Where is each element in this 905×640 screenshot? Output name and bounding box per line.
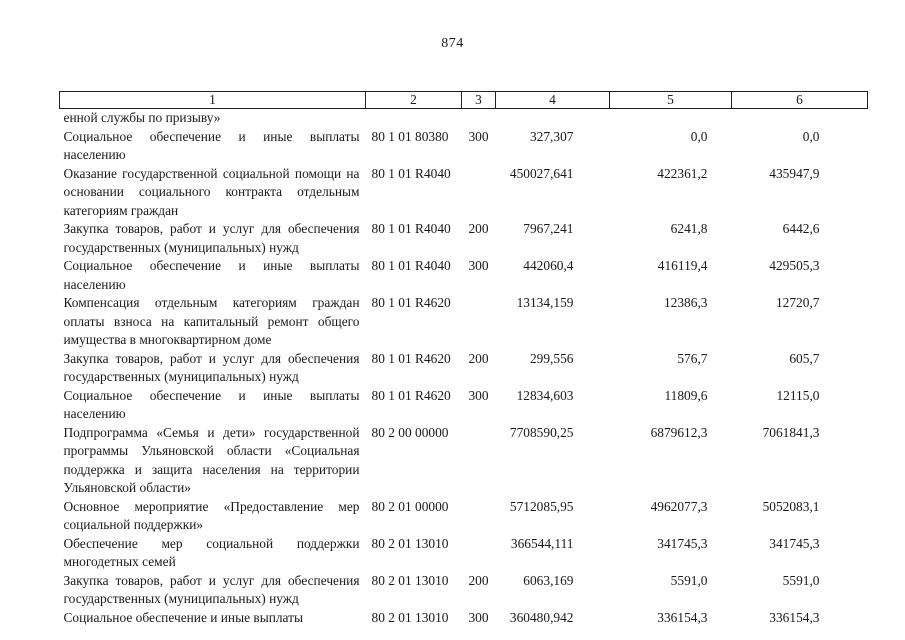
row-code: 80 1 01 R4040	[371, 165, 451, 181]
row-value-col4: 366544,111	[510, 535, 574, 551]
row-name: Социальное обеспечение и иные выплаты населению	[63, 128, 360, 162]
row-value-col4: 7967,241	[523, 221, 574, 236]
row-value-col6: 5591,0	[782, 572, 820, 588]
row-name: Обеспечение мер социальной поддержки многодетных семей	[63, 535, 360, 569]
budget-table	[59, 91, 868, 627]
table-row	[60, 257, 868, 294]
row-name: Социальное обеспечение и иные выплаты	[63, 609, 304, 625]
row-code: 80 2 01 00000	[371, 498, 449, 514]
column-header-5: 5	[610, 92, 732, 109]
table-row	[60, 109, 868, 128]
row-expense-type	[462, 165, 496, 221]
column-header-6: 6	[732, 92, 868, 109]
row-value-col6: 12115,0	[776, 387, 820, 403]
row-value-col4: 299,556	[529, 350, 574, 366]
row-value-col5: 416119,4	[657, 258, 708, 273]
table-body	[60, 109, 868, 628]
row-value-col5: 336154,3	[657, 609, 708, 625]
row-value-col5: 11809,6	[664, 387, 708, 403]
row-expense-type: 200	[468, 572, 489, 588]
row-value-col5: 0,0	[690, 128, 708, 144]
row-expense-type: 300	[468, 387, 489, 403]
row-name: Подпрограмма «Семья и дети» государственной программы Ульяновской области «Социальная поддержка и защита населения на территории Ульяновской области»	[63, 424, 360, 495]
row-code: 80 2 00 00000	[371, 424, 449, 440]
row-name: Социальное обеспечение и иные выплаты населению	[63, 258, 360, 292]
row-value-col6: 5052083,1	[762, 498, 820, 514]
table-row	[60, 387, 868, 424]
row-expense-type: 300	[468, 258, 489, 273]
row-code: 80 1 01 R4620	[371, 350, 451, 366]
row-value-col5: 341745,3	[657, 535, 708, 551]
row-value-col5: 6241,8	[670, 221, 708, 236]
row-expense-type: 200	[468, 221, 489, 236]
row-value-col5	[610, 109, 732, 128]
column-header-2: 2	[366, 92, 462, 109]
row-value-col6: 429505,3	[769, 258, 820, 273]
table-row	[60, 128, 868, 165]
row-name: Оказание государственной социальной помощи на основании социального контракта отдельным категориям граждан	[63, 165, 360, 218]
row-value-col6: 0,0	[802, 128, 820, 144]
row-value-col6: 6442,6	[782, 221, 820, 236]
row-code: 80 2 01 13010	[371, 572, 449, 588]
table-row	[60, 609, 868, 628]
column-header-1: 1	[60, 92, 366, 109]
row-value-col4: 450027,641	[509, 165, 574, 181]
row-code: 80 1 01 R4040	[371, 221, 451, 236]
row-value-col5: 576,7	[677, 350, 708, 366]
row-name: Закупка товаров, работ и услуг для обеспечения государственных (муниципальных) нужд	[63, 221, 360, 255]
table-row	[60, 498, 868, 535]
page-number: 874	[441, 36, 464, 51]
column-header-4: 4	[496, 92, 610, 109]
table-row	[60, 165, 868, 221]
row-name: енной службы по призыву»	[63, 110, 221, 125]
row-value-col6: 336154,3	[769, 609, 820, 625]
row-expense-type	[462, 424, 496, 498]
row-expense-type	[462, 535, 496, 572]
table-row	[60, 220, 868, 257]
row-value-col5: 4962077,3	[650, 498, 708, 514]
row-expense-type	[462, 294, 496, 350]
table-header	[60, 92, 868, 109]
row-value-col4: 360480,942	[509, 609, 574, 625]
row-value-col5: 5591,0	[670, 572, 708, 588]
row-expense-type	[462, 109, 496, 128]
row-name: Компенсация отдельным категориям граждан оплаты взноса на капитальный ремонт общего имущества в многоквартирном доме	[63, 295, 360, 347]
row-expense-type	[462, 498, 496, 535]
row-value-col6: 605,7	[789, 350, 820, 366]
row-value-col5: 12386,3	[663, 295, 708, 310]
row-value-col4: 5712085,95	[509, 498, 574, 514]
table-row	[60, 535, 868, 572]
row-code: 80 2 01 13010	[371, 535, 449, 551]
row-value-col6	[732, 109, 868, 128]
row-value-col4: 327,307	[529, 128, 574, 144]
table-row	[60, 572, 868, 609]
row-name: Социальное обеспечение и иные выплаты населению	[63, 387, 360, 421]
row-expense-type: 200	[468, 350, 489, 366]
row-code: 80 1 01 R4620	[371, 387, 451, 403]
row-value-col4	[496, 109, 610, 128]
row-value-col6: 12720,7	[775, 295, 820, 310]
row-value-col5: 6879612,3	[650, 424, 708, 440]
row-value-col6: 435947,9	[769, 165, 820, 181]
row-code	[366, 109, 462, 128]
row-value-col4: 12834,603	[516, 387, 574, 403]
row-name: Основное мероприятие «Предоставление мер социальной поддержки»	[63, 498, 360, 532]
header-row	[60, 92, 868, 109]
row-value-col4: 13134,159	[516, 295, 574, 310]
row-value-col6: 341745,3	[769, 535, 820, 551]
row-value-col5: 422361,2	[657, 165, 708, 181]
table-row	[60, 424, 868, 498]
row-code: 80 2 01 13010	[371, 609, 449, 625]
row-name: Закупка товаров, работ и услуг для обеспечения государственных (муниципальных) нужд	[63, 350, 360, 384]
column-header-3: 3	[462, 92, 496, 109]
row-value-col6: 7061841,3	[762, 424, 820, 440]
row-value-col4: 442060,4	[523, 258, 574, 273]
row-code: 80 1 01 R4040	[371, 258, 451, 273]
row-expense-type: 300	[468, 128, 489, 144]
row-code: 80 1 01 80380	[371, 128, 449, 144]
row-value-col4: 6063,169	[523, 572, 574, 588]
row-expense-type: 300	[468, 609, 489, 625]
table-row	[60, 350, 868, 387]
row-value-col4: 7708590,25	[509, 424, 574, 440]
row-code: 80 1 01 R4620	[371, 295, 451, 310]
row-name: Закупка товаров, работ и услуг для обеспечения государственных (муниципальных) нужд	[63, 572, 360, 606]
table-row	[60, 294, 868, 350]
